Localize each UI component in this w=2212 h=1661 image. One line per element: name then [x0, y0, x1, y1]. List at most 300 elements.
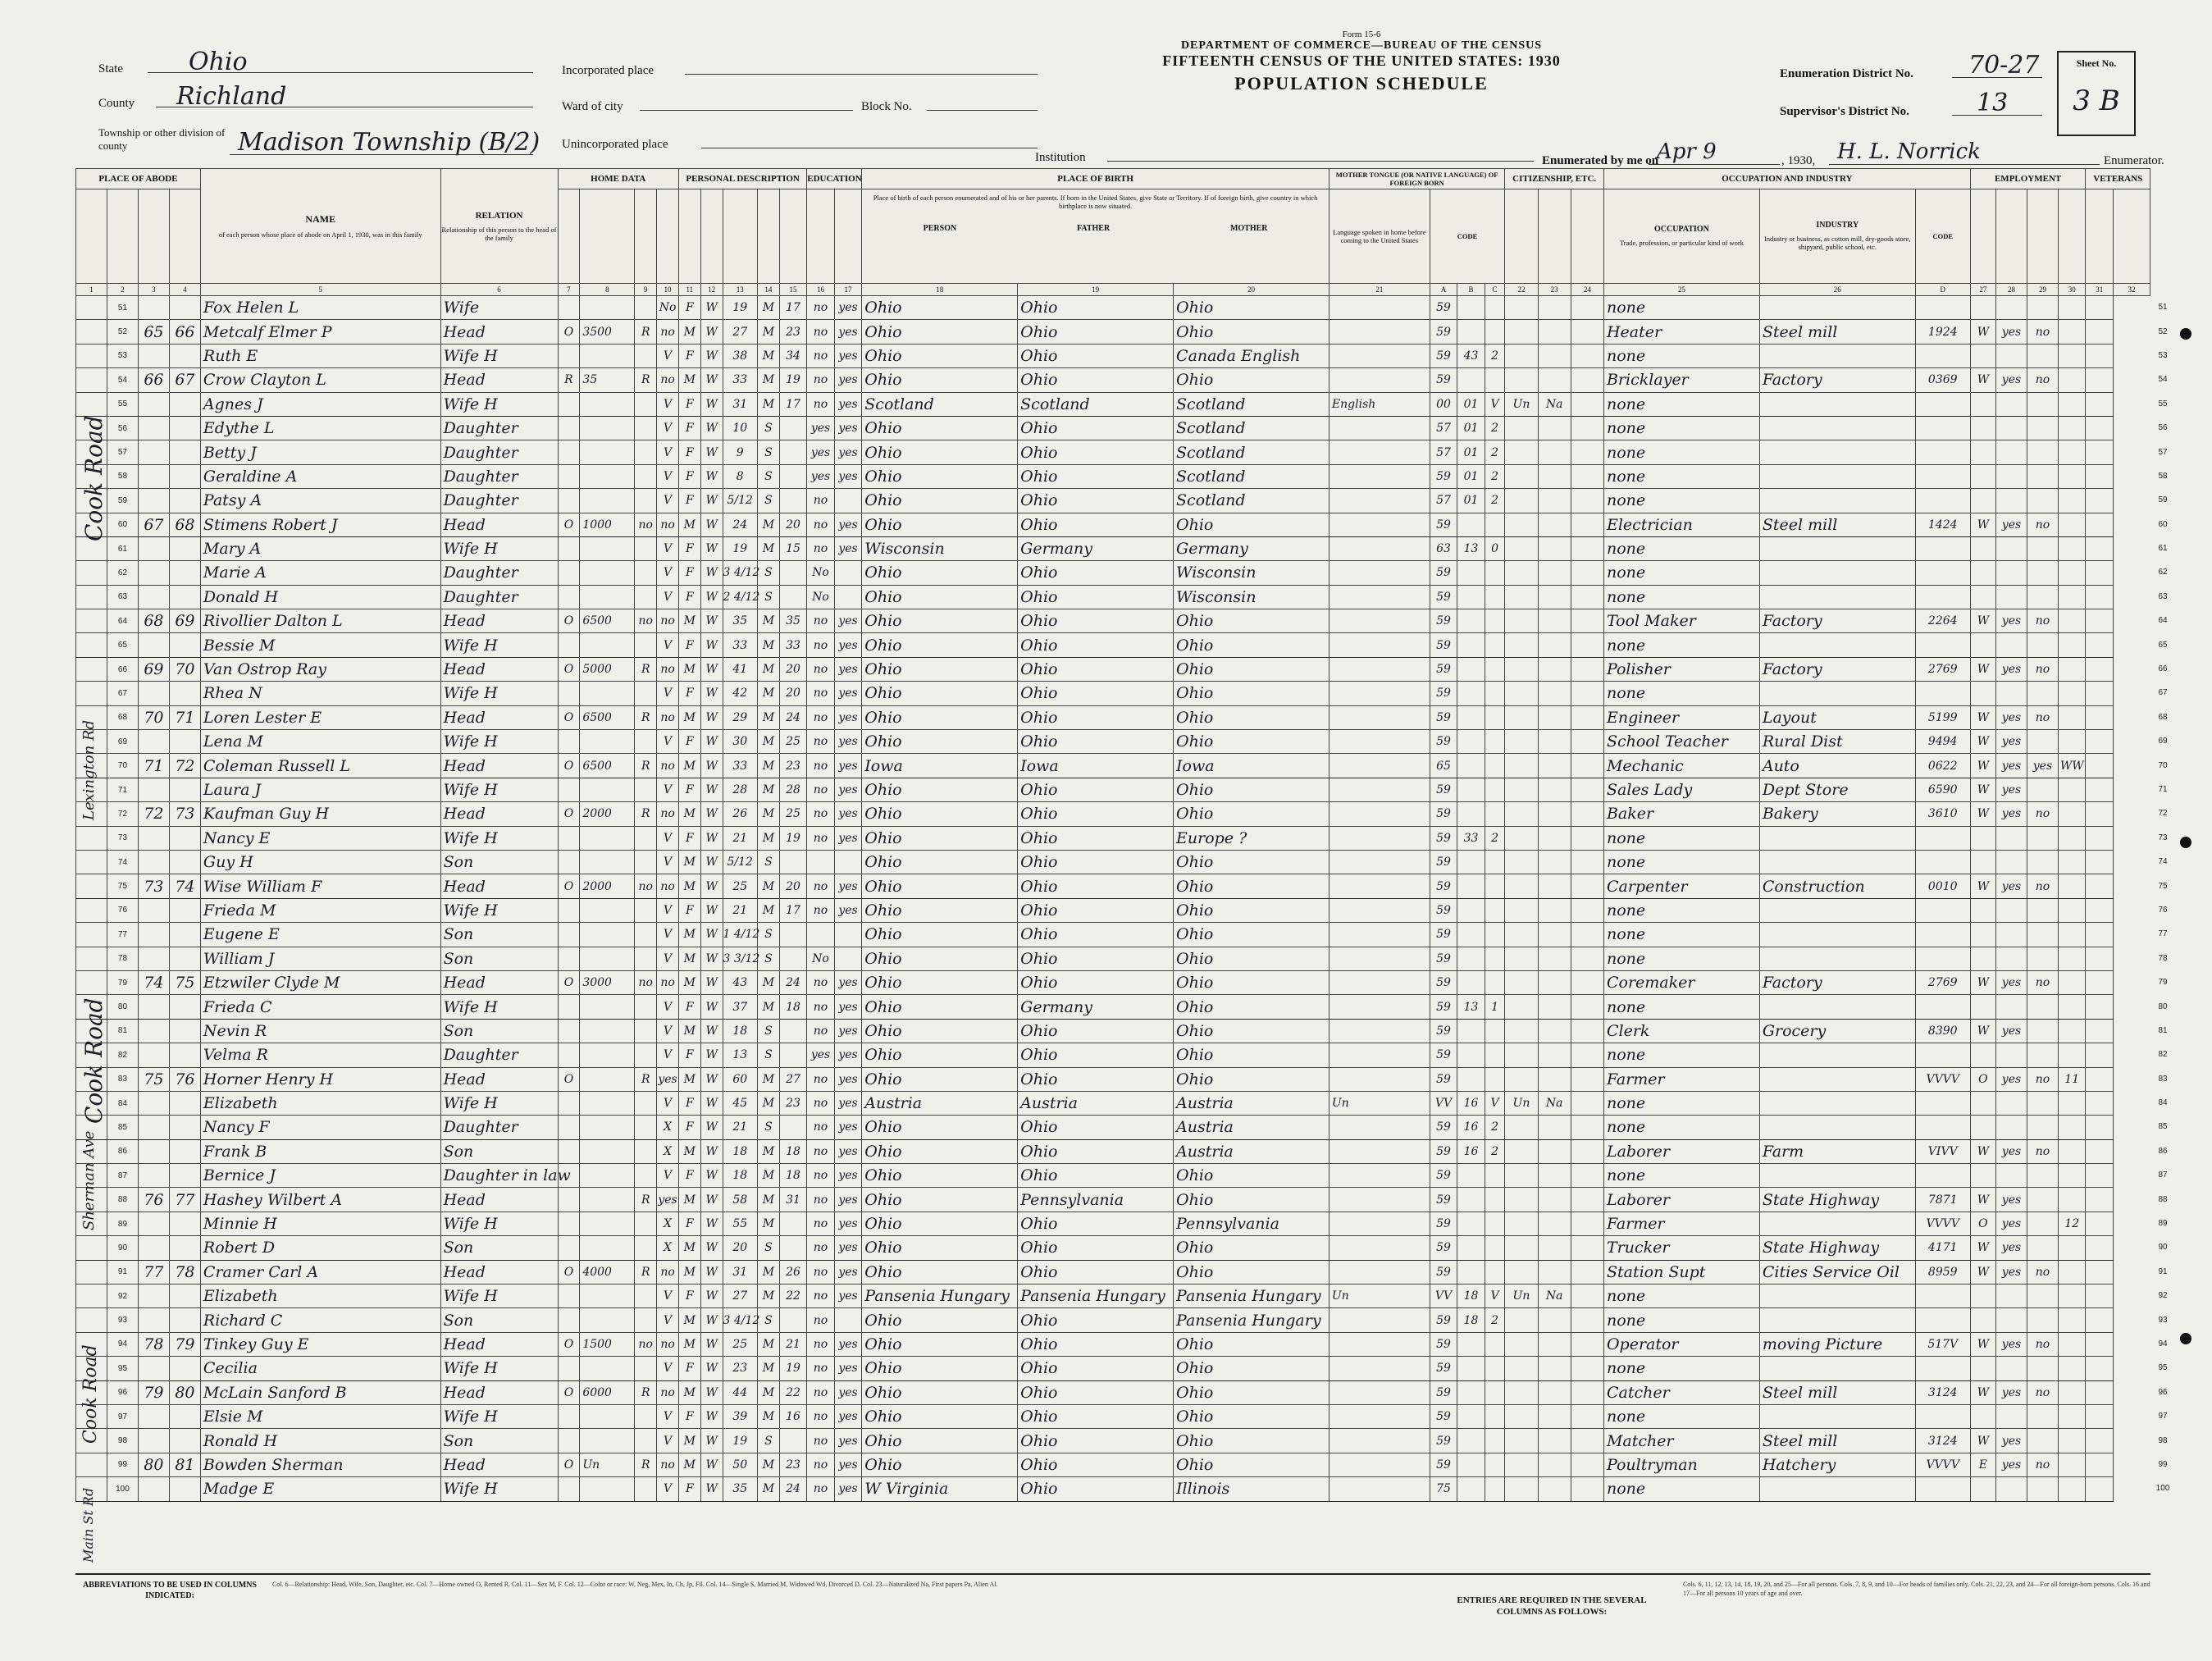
cell-fam: 72 — [169, 754, 200, 778]
cell-ind: Steel mill — [1759, 1429, 1915, 1453]
cell-cls: W — [1970, 970, 1995, 994]
cell-cA: 59 — [1430, 1236, 1457, 1260]
cell-nat — [1538, 1260, 1571, 1284]
cell-val — [580, 1357, 635, 1380]
cell-fam — [169, 1429, 200, 1453]
column-number: 4 — [169, 284, 200, 296]
cell-agm — [779, 1236, 807, 1260]
cell-sch: yes — [807, 416, 835, 440]
cell-war — [2058, 1236, 2086, 1260]
footer — [75, 1573, 2150, 1649]
cell-dw: 70 — [138, 705, 169, 729]
cell-sex: M — [678, 609, 700, 633]
cell-mbp: Scotland — [1174, 489, 1329, 513]
cell-cC: V — [1485, 392, 1505, 416]
cell-agm: 35 — [779, 609, 807, 633]
cell-rel: Son — [440, 1429, 558, 1453]
head-language — [1329, 189, 1430, 284]
cell-race: W — [700, 1067, 723, 1091]
cell-mbp: Canada English — [1174, 344, 1329, 367]
cell-ln: 64 — [107, 609, 138, 633]
cell-nat — [1538, 416, 1571, 440]
cell-farm-schedule — [2086, 1260, 2114, 1284]
cell-own: O — [558, 320, 580, 344]
cell-occ: none — [1603, 344, 1759, 367]
cell-agm: 22 — [779, 1285, 807, 1308]
cell-emp: yes — [1996, 705, 2027, 729]
cell-bp: Ohio — [862, 1067, 1018, 1091]
cell-emp — [1996, 489, 2027, 513]
cell-radio — [635, 898, 657, 922]
table-row — [76, 1404, 2150, 1428]
table-row — [76, 1164, 2150, 1188]
cell-mbp: Austria — [1174, 1091, 1329, 1115]
cell-fam — [169, 1285, 200, 1308]
cell-radio: R — [635, 368, 657, 392]
cell-cD — [1915, 682, 1970, 705]
cell-mbp: Ohio — [1174, 513, 1329, 536]
cell-agm: 23 — [779, 320, 807, 344]
cell-farm-schedule — [2086, 489, 2114, 513]
cell-cls — [1970, 947, 1995, 970]
cell-name: Marie A — [200, 561, 440, 585]
cell-mar: S — [757, 1429, 779, 1453]
cell-rel: Wife H — [440, 682, 558, 705]
cell-fbp: Pennsylvania — [1018, 1188, 1174, 1212]
cell-rel: Wife H — [440, 898, 558, 922]
table-row — [76, 1236, 2150, 1260]
cell-radio: R — [635, 1260, 657, 1284]
cell-age: 10 — [723, 416, 757, 440]
cell-cC — [1485, 970, 1505, 994]
cell-radio — [635, 1164, 657, 1188]
table-row — [76, 1357, 2150, 1380]
cell-cB: 01 — [1457, 440, 1485, 464]
cell-war — [2058, 633, 2086, 657]
cell-sex: M — [678, 1067, 700, 1091]
cell-agm: 24 — [779, 970, 807, 994]
cell-vet: no — [2027, 874, 2058, 898]
cell-cA: 59 — [1430, 1019, 1457, 1043]
cell-rel: Wife H — [440, 1285, 558, 1308]
cell-val — [580, 730, 635, 754]
cell-agm: 20 — [779, 682, 807, 705]
cell-sex: F — [678, 1116, 700, 1139]
cell-fam: 69 — [169, 609, 200, 633]
cell-age: 27 — [723, 320, 757, 344]
cell-fam — [169, 536, 200, 560]
institution-label: Institution — [1035, 151, 1086, 164]
cell-vet: no — [2027, 705, 2058, 729]
cell-cD — [1915, 1404, 1970, 1428]
cell-occ: none — [1603, 440, 1759, 464]
cell-farm-schedule — [2086, 440, 2114, 464]
cell-fam — [169, 778, 200, 801]
cell-cC: 2 — [1485, 440, 1505, 464]
cell-sex: F — [678, 1477, 700, 1501]
head-owned — [558, 189, 580, 284]
cell-mar: M — [757, 633, 779, 657]
cell-fbp: Ohio — [1018, 970, 1174, 994]
cell-mbp: Scotland — [1174, 416, 1329, 440]
cell-dw — [138, 489, 169, 513]
street-label-3: Cook Road — [80, 997, 107, 1124]
cell-mar: M — [757, 1164, 779, 1188]
cell-farm: no — [657, 657, 679, 681]
cell-war — [2058, 995, 2086, 1019]
cell-dw — [138, 778, 169, 801]
enumerated-label: Enumerated by me on — [1542, 154, 1659, 167]
cell-cB — [1457, 947, 1485, 970]
cell-ln: 74 — [107, 850, 138, 874]
cell-cB — [1457, 730, 1485, 754]
cell-cC — [1485, 320, 1505, 344]
cell-cD: VVVV — [1915, 1453, 1970, 1476]
cell-imm: Un — [1505, 1091, 1538, 1115]
cell-cls — [1970, 464, 1995, 488]
cell-emp: yes — [1996, 730, 2027, 754]
occupation-desc: Trade, profession, or particular kind of work — [1619, 239, 1745, 247]
cell-street — [76, 682, 107, 705]
cell-rel: Wife H — [440, 730, 558, 754]
cell-race: W — [700, 344, 723, 367]
cell-name: Nancy E — [200, 826, 440, 850]
cell-cls — [1970, 344, 1995, 367]
cell-emp — [1996, 296, 2027, 320]
cell-ln: 79 — [107, 970, 138, 994]
cell-farm-schedule — [2086, 850, 2114, 874]
cell-lang — [1329, 923, 1430, 947]
cell-cls: W — [1970, 730, 1995, 754]
right-line-number: 74 — [2158, 857, 2168, 867]
cell-rel: Son — [440, 1019, 558, 1043]
cell-cD — [1915, 464, 1970, 488]
cell-sex: F — [678, 778, 700, 801]
cell-fbp: Pansenia Hungary — [1018, 1285, 1174, 1308]
cell-emp — [1996, 850, 2027, 874]
table-row — [76, 898, 2150, 922]
cell-rel: Wife H — [440, 778, 558, 801]
cell-farm: V — [657, 489, 679, 513]
cell-sch: no — [807, 1164, 835, 1188]
cell-cD: VVVV — [1915, 1067, 1970, 1091]
street-label-2: Lexington Rd — [80, 719, 98, 820]
cell-dw — [138, 1116, 169, 1139]
cell-farm-schedule — [2086, 826, 2114, 850]
form-number: Form 15-6 — [1342, 30, 1381, 39]
head-marital — [757, 189, 779, 284]
right-line-number: 94 — [2158, 1339, 2168, 1348]
cell-name: Frank B — [200, 1139, 440, 1163]
cell-ind: Steel mill — [1759, 1380, 1915, 1404]
cell-farm: V — [657, 778, 679, 801]
cell-own: O — [558, 970, 580, 994]
cell-occ: Polisher — [1603, 657, 1759, 681]
cell-fbp: Ohio — [1018, 1477, 1174, 1501]
cell-sex: F — [678, 826, 700, 850]
cell-rel: Head — [440, 513, 558, 536]
cell-rel: Daughter — [440, 464, 558, 488]
cell-race: W — [700, 947, 723, 970]
cell-val: 6500 — [580, 754, 635, 778]
cell-fbp: Ohio — [1018, 1043, 1174, 1067]
cell-own — [558, 1212, 580, 1235]
cell-farm: V — [657, 995, 679, 1019]
cell-cC — [1485, 705, 1505, 729]
cell-imm — [1505, 585, 1538, 609]
cell-occ: Electrician — [1603, 513, 1759, 536]
cell-cB — [1457, 1453, 1485, 1476]
table-row — [76, 489, 2150, 513]
cell-cD: 8959 — [1915, 1260, 1970, 1284]
column-number: 20 — [1174, 284, 1329, 296]
cell-own — [558, 1188, 580, 1212]
cell-farm-schedule — [2086, 1404, 2114, 1428]
ward-line — [640, 110, 853, 111]
cell-name: Cecilia — [200, 1357, 440, 1380]
cell-sch: No — [807, 947, 835, 970]
cell-sex: M — [678, 802, 700, 826]
cell-ln: 96 — [107, 1380, 138, 1404]
cell-emp — [1996, 1116, 2027, 1139]
cell-rel: Head — [440, 970, 558, 994]
cell-ln: 85 — [107, 1116, 138, 1139]
cell-own: O — [558, 874, 580, 898]
cell-age: 29 — [723, 705, 757, 729]
cell-vet — [2027, 947, 2058, 970]
cell-eng — [1571, 1164, 1603, 1188]
right-line-number: 69 — [2158, 737, 2168, 746]
cell-fbp: Ohio — [1018, 561, 1174, 585]
cell-val — [580, 1091, 635, 1115]
cell-agm — [779, 440, 807, 464]
cell-mbp: Ohio — [1174, 1404, 1329, 1428]
cell-lang — [1329, 754, 1430, 778]
cell-nat — [1538, 489, 1571, 513]
cell-lang — [1329, 995, 1430, 1019]
cell-rd: yes — [834, 368, 862, 392]
cell-name: Betty J — [200, 440, 440, 464]
cell-rd: yes — [834, 320, 862, 344]
cell-cls: W — [1970, 705, 1995, 729]
cell-occ: Tool Maker — [1603, 609, 1759, 633]
cell-rd: yes — [834, 826, 862, 850]
table-row — [76, 1260, 2150, 1284]
cell-race: W — [700, 682, 723, 705]
table-row — [76, 705, 2150, 729]
cell-cA: 57 — [1430, 416, 1457, 440]
cell-sex: F — [678, 1404, 700, 1428]
cell-race: W — [700, 1404, 723, 1428]
cell-rel: Wife — [440, 296, 558, 320]
cell-fbp: Ohio — [1018, 1404, 1174, 1428]
cell-own: O — [558, 1260, 580, 1284]
cell-street — [76, 344, 107, 367]
cell-sch: no — [807, 392, 835, 416]
right-line-number: 100 — [2155, 1484, 2170, 1494]
cell-farm-schedule — [2086, 609, 2114, 633]
head-english — [1571, 189, 1603, 284]
cell-ind — [1759, 1404, 1915, 1428]
cell-age: 50 — [723, 1453, 757, 1476]
cell-fam: 75 — [169, 970, 200, 994]
cell-mbp: Ohio — [1174, 923, 1329, 947]
cell-nat: Na — [1538, 392, 1571, 416]
cell-cC — [1485, 1380, 1505, 1404]
cell-mar: M — [757, 682, 779, 705]
cell-emp: yes — [1996, 368, 2027, 392]
cell-farm-schedule — [2086, 970, 2114, 994]
cell-farm: V — [657, 416, 679, 440]
entries-notes: Cols. 6, 11, 12, 13, 14, 18, 19, 20, and 25—For all persons. Cols. 7, 8, 9, and 10—For heads of families only. Cols. 21, 22, 23, and 24—For all foreign-born persons. Cols. 16 and 17—For all persons 10 years of age and over. — [1683, 1581, 2150, 1597]
cell-sex: M — [678, 513, 700, 536]
cell-ind — [1759, 464, 1915, 488]
cell-cD — [1915, 489, 1970, 513]
cell-bp: Ohio — [862, 1380, 1018, 1404]
cell-emp: yes — [1996, 657, 2027, 681]
column-number: 1 — [76, 284, 107, 296]
cell-age: 9 — [723, 440, 757, 464]
cell-vet: no — [2027, 1139, 2058, 1163]
enumerator-name: H. L. Norrick — [1837, 139, 1981, 164]
cell-cA: 59 — [1430, 368, 1457, 392]
cell-war — [2058, 947, 2086, 970]
cell-fbp: Ohio — [1018, 1380, 1174, 1404]
cell-age: 18 — [723, 1139, 757, 1163]
cell-farm-schedule — [2086, 657, 2114, 681]
cell-mar: M — [757, 802, 779, 826]
right-line-number: 52 — [2158, 326, 2168, 336]
cell-name: McLain Sanford B — [200, 1380, 440, 1404]
cell-eng — [1571, 995, 1603, 1019]
cell-cD — [1915, 1164, 1970, 1188]
cell-radio — [635, 1429, 657, 1453]
cell-own — [558, 1091, 580, 1115]
cell-sch: no — [807, 657, 835, 681]
column-number: 24 — [1571, 284, 1603, 296]
cell-vet: no — [2027, 802, 2058, 826]
cell-mbp: Austria — [1174, 1116, 1329, 1139]
birth-father-head: FATHER — [1076, 224, 1111, 233]
right-line-number: 79 — [2158, 978, 2168, 988]
cell-cD — [1915, 1116, 1970, 1139]
cell-sch: no — [807, 1380, 835, 1404]
cell-eng — [1571, 874, 1603, 898]
cell-fam: 68 — [169, 513, 200, 536]
cell-sch: no — [807, 1236, 835, 1260]
cell-age: 43 — [723, 970, 757, 994]
cell-cC — [1485, 802, 1505, 826]
cell-age: 28 — [723, 778, 757, 801]
cell-race: W — [700, 826, 723, 850]
table-row — [76, 923, 2150, 947]
cell-ln: 76 — [107, 898, 138, 922]
cell-cls — [1970, 850, 1995, 874]
cell-ln: 91 — [107, 1260, 138, 1284]
cell-eng — [1571, 1429, 1603, 1453]
cell-eng — [1571, 705, 1603, 729]
cell-rd: yes — [834, 344, 862, 367]
cell-cD — [1915, 416, 1970, 440]
cell-cC — [1485, 730, 1505, 754]
cell-age: 42 — [723, 682, 757, 705]
cell-own — [558, 561, 580, 585]
table-row — [76, 1308, 2150, 1332]
cell-emp — [1996, 344, 2027, 367]
cell-radio: R — [635, 754, 657, 778]
cell-war — [2058, 368, 2086, 392]
cell-sch: yes — [807, 464, 835, 488]
cell-cC — [1485, 1067, 1505, 1091]
cell-farm-schedule — [2086, 898, 2114, 922]
cell-sex: M — [678, 1429, 700, 1453]
cell-emp — [1996, 633, 2027, 657]
cell-mbp: Ohio — [1174, 970, 1329, 994]
cell-occ: none — [1603, 995, 1759, 1019]
cell-dw — [138, 1285, 169, 1308]
cell-cls — [1970, 296, 1995, 320]
cell-mar: S — [757, 923, 779, 947]
cell-farm-schedule — [2086, 1019, 2114, 1043]
cell-farm-schedule — [2086, 1212, 2114, 1235]
cell-race: W — [700, 1357, 723, 1380]
cell-rd — [834, 923, 862, 947]
cell-nat — [1538, 320, 1571, 344]
head-code-d: CODE — [1915, 189, 1970, 284]
cell-cls — [1970, 1285, 1995, 1308]
cell-eng — [1571, 1260, 1603, 1284]
cell-fbp: Ohio — [1018, 344, 1174, 367]
group-relation — [440, 169, 558, 284]
column-number: 6 — [440, 284, 558, 296]
cell-rd: yes — [834, 1019, 862, 1043]
name-head: NAME — [305, 213, 336, 225]
column-number: 3 — [138, 284, 169, 296]
cell-vet — [2027, 296, 2058, 320]
cell-cB — [1457, 1188, 1485, 1212]
cell-rd: yes — [834, 1212, 862, 1235]
cell-sch: no — [807, 1308, 835, 1332]
cell-nat — [1538, 826, 1571, 850]
column-number: A — [1430, 284, 1457, 296]
cell-sch: no — [807, 754, 835, 778]
cell-name: Donald H — [200, 585, 440, 609]
cell-cC — [1485, 682, 1505, 705]
cell-val: 1500 — [580, 1332, 635, 1356]
cell-farm: V — [657, 1357, 679, 1380]
cell-nat — [1538, 344, 1571, 367]
cell-agm — [779, 947, 807, 970]
cell-sex: F — [678, 489, 700, 513]
cell-radio: R — [635, 1453, 657, 1476]
cell-mar: S — [757, 464, 779, 488]
cell-race: W — [700, 995, 723, 1019]
table-row — [76, 1116, 2150, 1139]
cell-radio — [635, 1308, 657, 1332]
supervisor-value: 13 — [1977, 89, 2009, 117]
cell-cls — [1970, 923, 1995, 947]
cell-rel: Son — [440, 947, 558, 970]
cell-occ: none — [1603, 923, 1759, 947]
cell-vet: no — [2027, 320, 2058, 344]
cell-val: 3500 — [580, 320, 635, 344]
cell-ln: 72 — [107, 802, 138, 826]
cell-rel: Son — [440, 1236, 558, 1260]
cell-ind: State Highway — [1759, 1188, 1915, 1212]
cell-lang — [1329, 1164, 1430, 1188]
cell-nat — [1538, 1116, 1571, 1139]
cell-eng — [1571, 730, 1603, 754]
